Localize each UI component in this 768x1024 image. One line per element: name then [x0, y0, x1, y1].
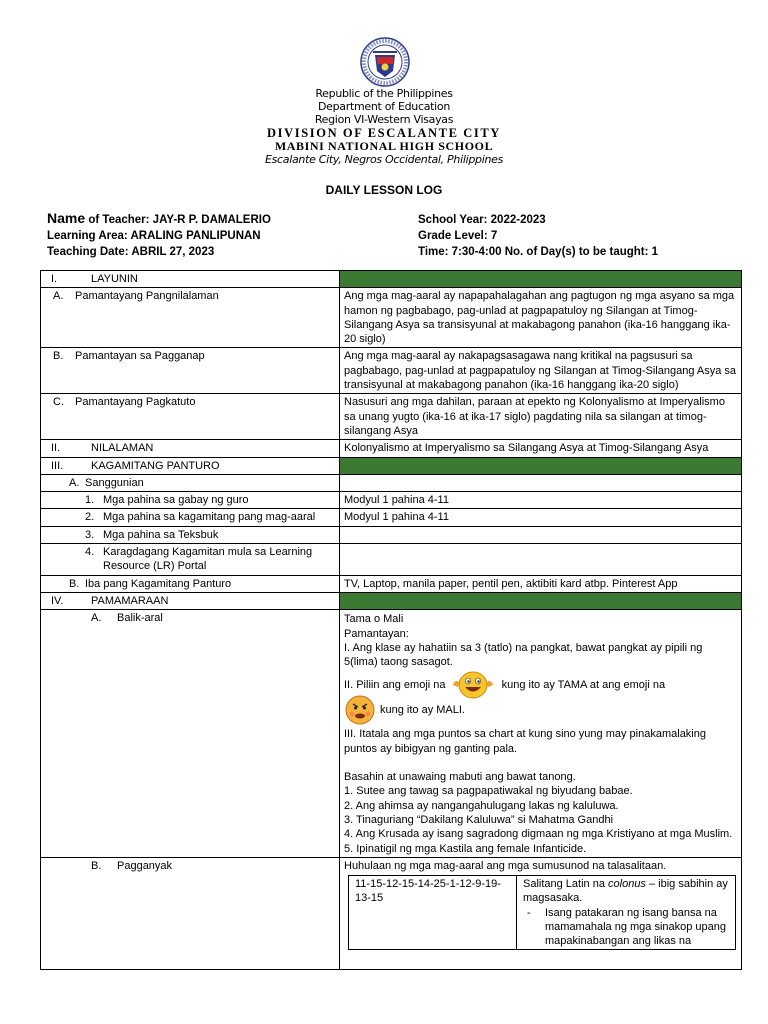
- teaching-date: Teaching Date: ABRIL 27, 2023: [47, 246, 215, 258]
- balik-aral-content: Tama o Mali Pamantayan: I. Ang klase ay hahatiin sa 3 (tatlo) na pangkat, bawat pangkat ay pipili ng 5(lima) taong sasagot. II. Piliin ang emoji na kung ito ay TAMA at ang emoji na kung ito ay MALI. III. Itatala ang mga puntos sa chart at kung sino yung may pinakamalaking puntos ay bibigyan ng ganting pala. Basahin at unawaing mabuti ang bawat tanong. 1. Sutee ang tawag sa pagpapatiwakal ng biyudang babae. 2. Ang ahimsa ay nangangahulugang lakas ng kaluluwa. 3. Tinaguriang “Dakilang Kaluluwa” si Mahatma Gandhi 4. Ang Krusada ay isang sagradong digmaan ng mga Kristiyano at mga Muslim. 5. Ipinatigil ng mga Kastila ang female Infanticide.: [340, 610, 742, 858]
- time-days: Time: 7:30-4:00 No. of Day(s) to be taught: 1: [418, 246, 659, 258]
- teacher-name: of Teacher: JAY-R P. DAMALERIO: [88, 214, 271, 226]
- question-5: 5. Ipinatigil ng mga Kastila ang female Infanticide.: [344, 842, 587, 855]
- angry-emoji-icon: [344, 694, 378, 726]
- header-republic: Republic of the Philippines: [315, 87, 453, 100]
- question-4: 4. Ang Krusada ay isang sagradong digmaan ng mga Kristiyano at mga Muslim.: [344, 828, 733, 841]
- section-fill: [340, 271, 742, 288]
- number-code: 11-15-12-15-14-25-1-12-9-19-13-15: [349, 876, 517, 949]
- question-1: 1. Sutee ang tawag sa pagpapatiwakal ng biyudang babae.: [344, 785, 633, 798]
- nilalaman-text: Kolonyalismo at Imperyalismo sa Silangang Asya at Timog-Silangang Asya: [340, 440, 742, 457]
- ref-3-value: [340, 526, 742, 543]
- pagganap-text: Ang mga mag-aaral ay nakapagsasagawa nang kritikal na pagsusuri sa pagbabago, pag-unlad at pagpapatuloy ng Silangan at Timog-Silangang Asya sa transisyunal at makabagong panahon (ika-16 hanggang ika-20 siglo): [340, 348, 742, 394]
- row-iba-pang-kagamitan: B. Iba pang Kagamitang Panturo TV, Laptop, manila paper, pentil pen, aktibiti kard atbp. Pinterest App: [41, 575, 742, 592]
- ref-2-value: Modyul 1 pahina 4-11: [340, 509, 742, 526]
- grade-level: Grade Level: 7: [418, 230, 498, 242]
- row-ref-2: 2. Mga pahina sa kagamitang pang mag-aaral Modyul 1 pahina 4-11: [41, 509, 742, 526]
- header-region: Region VI-Western Visayas: [314, 113, 454, 126]
- row-ref-4: 4. Karagdagang Kagamitan mula sa Learning Resource (LR) Portal: [41, 544, 742, 576]
- row-pamantayan-sa-pagganap: B. Pamantayan sa Pagganap Ang mga mag-aaral ay nakapagsasagawa nang kritikal na pagsusuri sa pagbabago, pag-unlad at pagpapatuloy ng Silangan at Timog-Silangang Asya sa transisyunal at makabagong panahon (ika-16 hanggang ika-20 siglo): [41, 348, 742, 394]
- section-fill: [340, 592, 742, 609]
- deped-seal-logo: [353, 37, 417, 87]
- question-2: 2. Ang ahimsa ay nangangahulugang lakas ng kaluluwa.: [344, 799, 619, 812]
- row-ref-1: 1. Mga pahina sa gabay ng guro Modyul 1 pahina 4-11: [41, 492, 742, 509]
- teacher-info: [47, 210, 271, 260]
- header-department: Department of Education: [317, 100, 451, 113]
- header-division: DIVISION OF ESCALANTE CITY: [267, 126, 501, 140]
- happy-emoji-icon: [449, 669, 499, 701]
- row-kagamitang-panturo: III. KAGAMITANG PANTURO: [41, 457, 742, 474]
- colonus-definition: Salitang Latin na colonus – ibig sabihin ay magsasaka. - Isang patakaran ng isang bansa na mamamahala ng mga sinakop upang mapakinabangan ang likas na: [517, 876, 736, 949]
- iba-text: TV, Laptop, manila paper, pentil pen, aktibiti kard atbp. Pinterest App: [340, 575, 742, 592]
- header-school: MABINI NATIONAL HIGH SCHOOL: [274, 139, 494, 153]
- vocab-table: [348, 875, 736, 949]
- pangnilalaman-text: Ang mga mag-aaral ay napapahalagahan ang pagtugon ng mga asyano sa mga hamon ng pagbabago, pag-unlad at pagpapatuloy ng Silangan at Timog-Silangang Asya sa transisyunal at makabagong panahon (ika-16 hanggang ika-20 siglo): [340, 288, 742, 348]
- row-layunin: I. LAYUNIN: [41, 271, 742, 288]
- row-pamamaraan: IV. PAMAMARAAN: [41, 592, 742, 609]
- row-pamantayang-pangnilalaman: A. Pamantayang Pangnilalaman Ang mga mag-aaral ay napapahalagahan ang pagtugon ng mga asyano sa mga hamon ng pagbabago, pag-unlad at pagpapatuloy ng Silangan at Timog-Silangang Asya sa transisyunal at makabagong panahon (ika-16 hanggang ika-20 siglo): [41, 288, 742, 348]
- lesson-table: [40, 270, 742, 970]
- learning-area: Learning Area: ARALING PANLIPUNAN: [47, 230, 261, 242]
- row-nilalaman: II. NILALAMAN Kolonyalismo at Imperyalismo sa Silangang Asya at Timog-Silangang Asya: [41, 440, 742, 457]
- school-year: School Year: 2022-2023: [418, 214, 546, 226]
- header-address: Escalante City, Negros Occidental, Philippines: [264, 153, 504, 166]
- name-label: Name: [47, 210, 86, 226]
- section-fill: [340, 457, 742, 474]
- row-pagganyak: B. Pagganyak Huhulaan ng mga mag-aaral ang mga sumusunod na talasalitaan. 11-15-12-15-14-25-1-12-9-19-13-15 Salitang Latin na colonus – ibig sabihin ay magsasaka. - Isang patakaran ng isang bansa na mamamahala ng mga sinakop upang mapakinabangan ang likas na: [41, 857, 742, 969]
- question-3: 3. Tinaguriang “Dakilang Kaluluwa” si Mahatma Gandhi: [344, 813, 614, 826]
- ref-1-value: Modyul 1 pahina 4-11: [340, 492, 742, 509]
- row-balik-aral: A. Balik-aral Tama o Mali Pamantayan: I. Ang klase ay hahatiin sa 3 (tatlo) na pangkat, bawat pangkat ay pipili ng 5(lima) taong sasagot. II. Piliin ang emoji na kung ito ay TAMA at ang emoji na kung ito ay MALI. III. Itatala ang mga puntos sa chart at kung sino yung may pinakamalaking puntos ay bibigyan ng ganting pala. Basahin at unawaing mabuti ang bawat tanong. 1. Sutee ang tawag sa pagpapatiwakal ng biyudang babae. 2. Ang ahimsa ay nangangahulugang lakas ng kaluluwa. 3. Tinaguriang “Dakilang Kaluluwa” si Mahatma Gandhi 4. Ang Krusada ay isang sagradong digmaan ng mga Kristiyano at mga Muslim. 5. Ipinatigil ng mga Kastila ang female Infanticide.: [41, 610, 742, 858]
- row-ref-3: 3. Mga pahina sa Teksbuk: [41, 526, 742, 543]
- pagkatuto-text: Nasusuri ang mga dahilan, paraan at epekto ng Kolonyalismo at Imperyalismo sa unang yugto (ika-16 at ika-17 siglo) pagdating nila sa silangan at timog-silangang Asya: [340, 394, 742, 440]
- page-title: DAILY LESSON LOG: [325, 183, 443, 197]
- row-pamantayang-pagkatuto: C. Pamantayang Pagkatuto Nasusuri ang mga dahilan, paraan at epekto ng Kolonyalismo at Imperyalismo sa unang yugto (ika-16 at ika-17 siglo) pagdating nila sa silangan at timog-silangang Asya: [41, 394, 742, 440]
- school-info: [418, 212, 658, 260]
- ref-4-value: [340, 544, 742, 576]
- row-sanggunian: A. Sanggunian: [41, 474, 742, 491]
- pagganyak-content: Huhulaan ng mga mag-aaral ang mga sumusunod na talasalitaan. 11-15-12-15-14-25-1-12-9-19-13-15 Salitang Latin na colonus – ibig sabihin ay magsasaka. - Isang patakaran ng isang bansa na mamamahala ng mga sinakop upang mapakinabangan ang likas na: [340, 857, 742, 969]
